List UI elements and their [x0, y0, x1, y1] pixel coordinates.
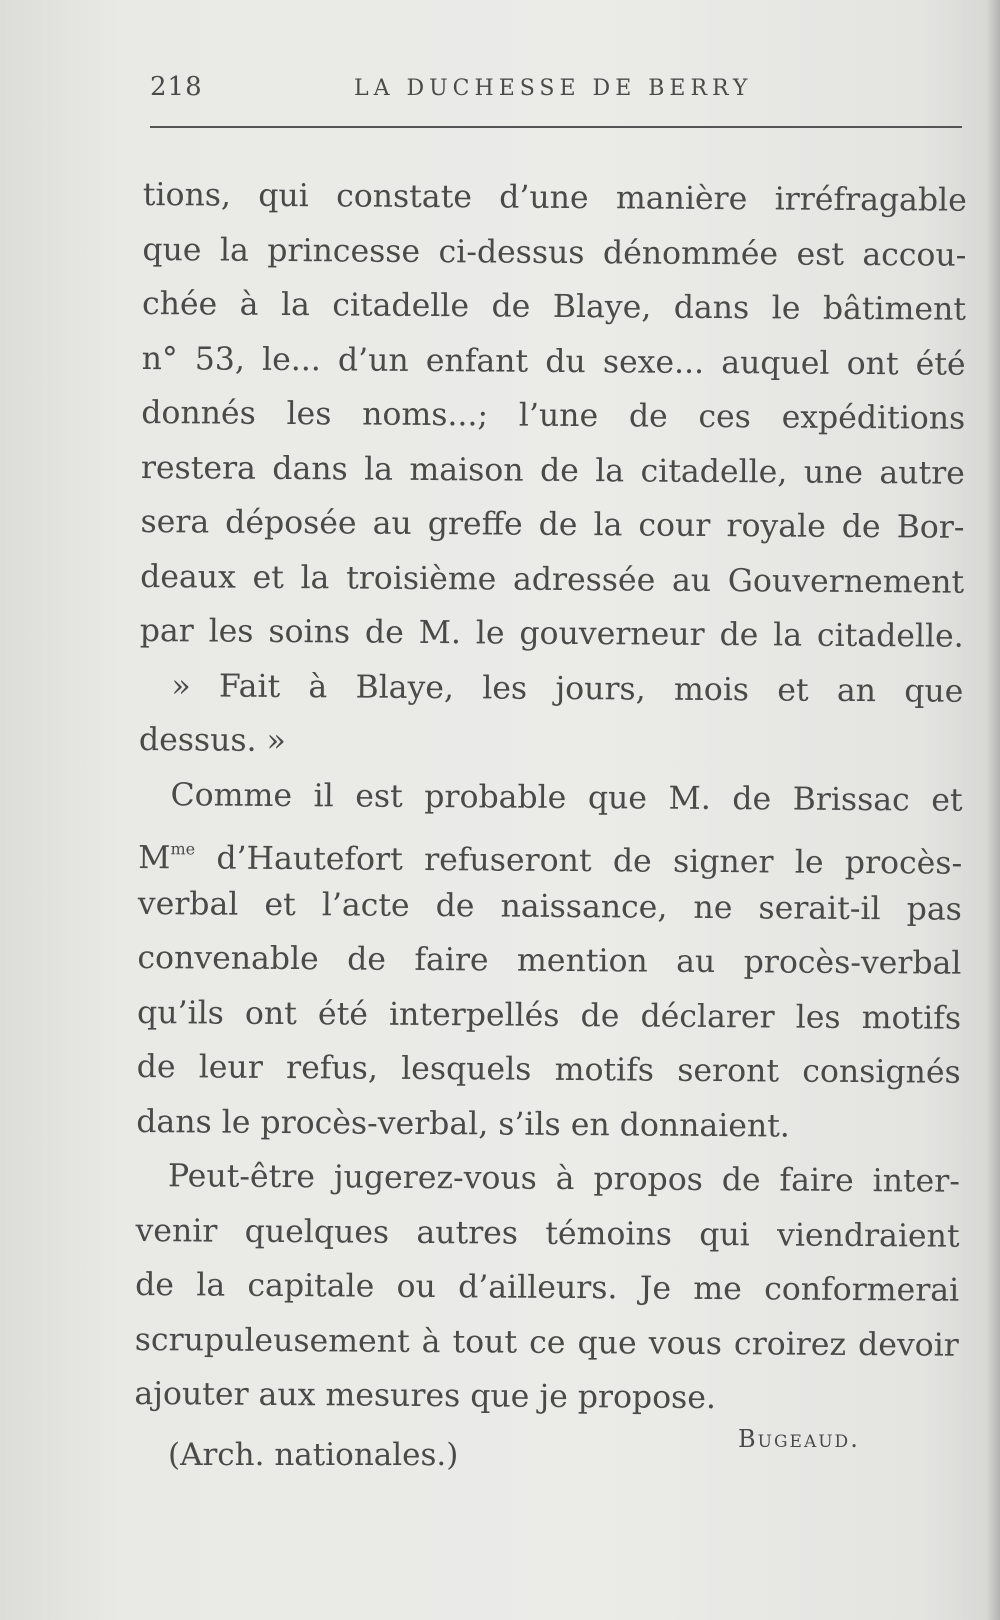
body-text: [134, 168, 967, 1427]
page-footer: [168, 1425, 898, 1505]
text-line: convenable de faire mention au procès-verbal: [137, 939, 962, 982]
archive-source: (Arch. nationales.): [168, 1437, 459, 1473]
text-line: Comme il est probable que M. de Brissac et: [170, 776, 963, 819]
text-line: ajouter aux mesures que je propose.: [134, 1375, 717, 1417]
text-line: restera dans la maison de la citadelle, une autre: [140, 449, 966, 492]
text-line: scrupuleusement à tout ce que vous croirez devoir: [134, 1321, 959, 1364]
text-line: verbal et l’acte de naissance, ne serait-il pas: [137, 885, 962, 928]
text-line-rest: d’Hautefort refuseront de signer le procès-: [216, 840, 963, 882]
text-line: de leur refus, lesquels motifs seront consignés: [136, 1048, 961, 1091]
header-rule: [150, 126, 962, 128]
text-line: dans le procès-verbal, s’ils en donnaient.: [136, 1103, 791, 1145]
text-line: chée à la citadelle de Blaye, dans le bâtiment: [141, 285, 967, 328]
page-header: [150, 72, 960, 122]
text-line: par les soins de M. le gouverneur de la citadelle.: [139, 612, 964, 655]
text-line: venir quelques autres témoins qui viendraient: [135, 1212, 960, 1255]
text-line: sera déposée au greffe de la cour royale de Bor-: [140, 503, 965, 546]
text-line: dessus. »: [138, 721, 287, 760]
text-line: qu’ils ont été interpellés de déclarer les motifs: [136, 994, 962, 1037]
text-line: que la princesse ci-dessus dénommée est accou-: [142, 231, 967, 274]
text-line: tions, qui constate d’une manière irréfragable: [142, 176, 967, 219]
running-title: LA DUCHESSE DE BERRY: [354, 76, 753, 101]
text-line: n° 53, le... d’un enfant du sexe... auquel ont été: [141, 340, 966, 383]
signature: Bugeaud.: [738, 1425, 860, 1453]
title-prefix: $M^{me}$: [138, 839, 196, 877]
text-line: deaux et la troisième adressée au Gouvernement: [140, 558, 965, 601]
text-line: donnés les noms...; l’une de ces expéditions: [141, 394, 966, 437]
text-line: de la capitale ou d’ailleurs. Je me conformerai: [135, 1266, 960, 1309]
page-spine-shadow: [986, 0, 1000, 1620]
text-line-with-title: [138, 822, 962, 882]
page-number: 218: [150, 72, 203, 102]
text-line: Peut-être jugerez-vous à propos de faire inter-: [167, 1158, 961, 1200]
title-superscript: me: [170, 839, 196, 859]
text-line: » Fait à Blaye, les jours, mois et an que: [171, 667, 964, 710]
